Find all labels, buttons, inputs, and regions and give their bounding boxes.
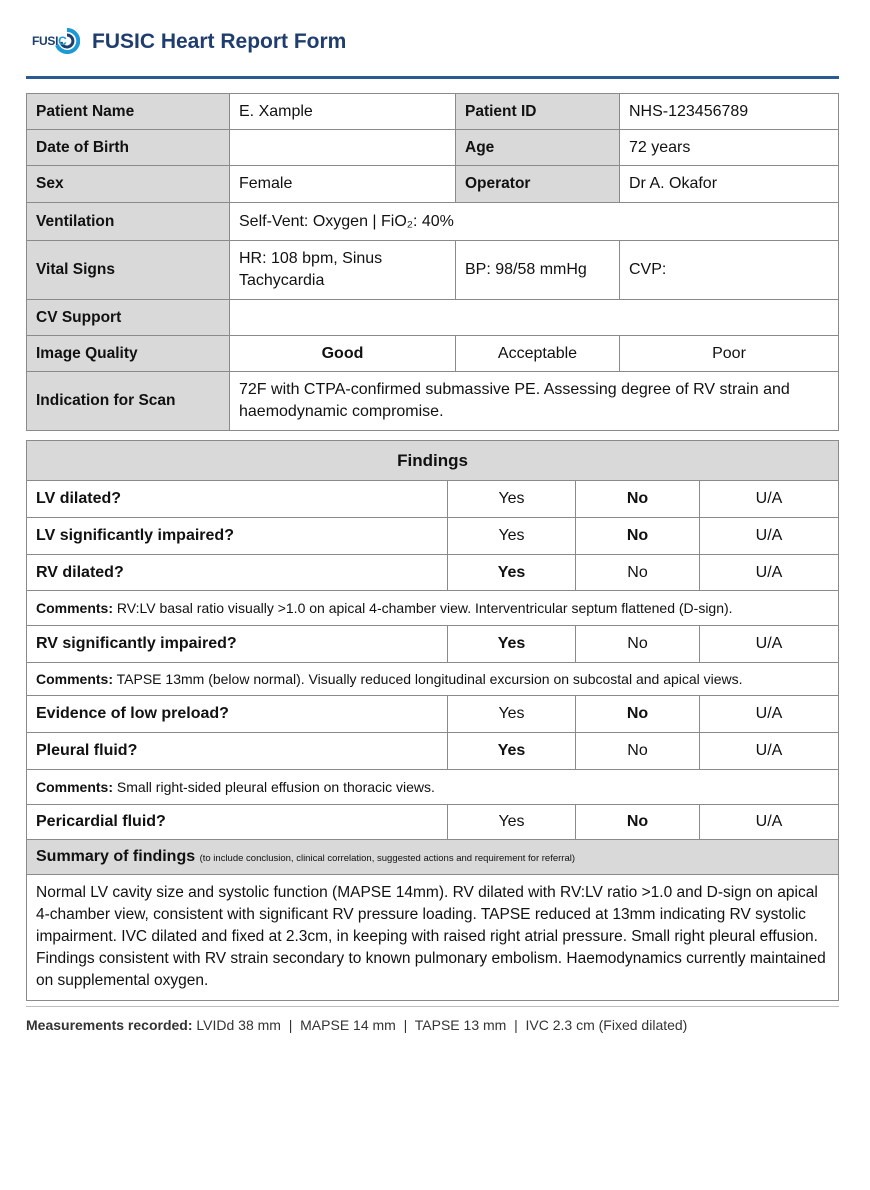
- logo-text-c: C: [58, 34, 67, 48]
- report-header: [28, 22, 838, 62]
- answer-no-option[interactable]: No: [576, 733, 700, 770]
- answer-yes-option[interactable]: Yes: [448, 805, 576, 840]
- answer-ua-option[interactable]: U/A: [700, 696, 839, 733]
- blood-pressure-field[interactable]: BP: 98/58 mmHg: [456, 241, 620, 300]
- measurements-label: Measurements recorded:: [26, 1017, 193, 1033]
- image-quality-label: Image Quality: [27, 336, 230, 372]
- finding-row: [27, 555, 839, 591]
- answer-ua-option[interactable]: U/A: [700, 555, 839, 591]
- patient-id-label: Patient ID: [456, 94, 620, 130]
- answer-yes-option[interactable]: Yes: [448, 555, 576, 591]
- finding-row: [27, 805, 839, 840]
- cv-support-field[interactable]: [230, 300, 839, 336]
- measurements-recorded: [26, 1017, 687, 1033]
- operator-label: Operator: [456, 166, 620, 203]
- answer-ua-option[interactable]: U/A: [700, 733, 839, 770]
- summary-header: [27, 840, 839, 875]
- finding-question: Pleural fluid?: [27, 733, 448, 770]
- patient-details-table: [26, 93, 839, 431]
- answer-ua-option[interactable]: U/A: [700, 805, 839, 840]
- comments-label: Comments:: [36, 600, 114, 616]
- dob-label: Date of Birth: [27, 130, 230, 166]
- sex-field[interactable]: Female: [230, 166, 456, 203]
- image-quality-poor-option[interactable]: Poor: [620, 336, 839, 372]
- answer-yes-option[interactable]: Yes: [448, 696, 576, 733]
- answer-ua-option[interactable]: U/A: [700, 518, 839, 555]
- page-title: FUSIC Heart Report Form: [92, 30, 347, 53]
- finding-row: [27, 733, 839, 770]
- sex-label: Sex: [27, 166, 230, 203]
- comment-text: Small right-sided pleural effusion on thoracic views.: [116, 779, 435, 795]
- cv-support-label: CV Support: [27, 300, 230, 336]
- answer-yes-option[interactable]: Yes: [448, 626, 576, 663]
- ventilation-label: Ventilation: [27, 203, 230, 241]
- operator-field[interactable]: Dr A. Okafor: [620, 166, 839, 203]
- comments-label: Comments:: [36, 779, 114, 795]
- comment-row[interactable]: [27, 770, 839, 805]
- finding-question: RV dilated?: [27, 555, 448, 591]
- answer-no-option[interactable]: No: [576, 626, 700, 663]
- indication-label: Indication for Scan: [27, 372, 230, 431]
- finding-row: [27, 481, 839, 518]
- comment-row[interactable]: [27, 591, 839, 626]
- age-label: Age: [456, 130, 620, 166]
- vital-signs-label: Vital Signs: [27, 241, 230, 300]
- finding-row: [27, 626, 839, 663]
- patient-name-label: Patient Name: [27, 94, 230, 130]
- summary-title: Summary of findings: [36, 848, 196, 865]
- indication-field[interactable]: 72F with CTPA-confirmed submassive PE. Assessing degree of RV strain and haemodynamic compromise.: [230, 372, 839, 431]
- answer-yes-option[interactable]: Yes: [448, 733, 576, 770]
- findings-title: Findings: [27, 441, 839, 481]
- footer-rule: [26, 1006, 839, 1007]
- answer-no-option[interactable]: No: [576, 481, 700, 518]
- cvp-field[interactable]: CVP:: [620, 241, 839, 300]
- finding-question: RV significantly impaired?: [27, 626, 448, 663]
- finding-question: LV dilated?: [27, 481, 448, 518]
- answer-no-option[interactable]: No: [576, 518, 700, 555]
- header-rule: [26, 76, 839, 79]
- ventilation-field[interactable]: Self-Vent: Oxygen | FiO₂: 40%: [230, 203, 839, 241]
- finding-row: [27, 696, 839, 733]
- image-quality-acceptable-option[interactable]: Acceptable: [456, 336, 620, 372]
- measurements-value: LVIDd 38 mm | MAPSE 14 mm | TAPSE 13 mm | IVC 2.3 cm (Fixed dilated): [192, 1017, 688, 1033]
- dob-field[interactable]: [230, 130, 456, 166]
- answer-no-option[interactable]: No: [576, 805, 700, 840]
- summary-text-field[interactable]: Normal LV cavity size and systolic function (MAPSE 14mm). RV dilated with RV:LV ratio >1.0 and D-sign on apical 4-chamber view, consistent with significant RV pressure loading. TAPSE reduced at 13mm indicating RV systolic impairment. IVC dilated and fixed at 2.3cm, in keeping with raised right atrial pressure. Small right pleural effusion. Findings consistent with RV strain secondary to known pulmonary embolism. Haemodynamics currently maintained on supplemental oxygen.: [27, 875, 839, 1001]
- fusic-logo: [32, 28, 86, 60]
- heart-rate-field[interactable]: HR: 108 bpm, Sinus Tachycardia: [230, 241, 456, 300]
- finding-question: Pericardial fluid?: [27, 805, 448, 840]
- summary-subtitle: (to include conclusion, clinical correlation, suggested actions and requirement for referral): [199, 853, 576, 864]
- patient-id-field[interactable]: NHS-123456789: [620, 94, 839, 130]
- patient-name-field[interactable]: E. Xample: [230, 94, 456, 130]
- findings-table: [26, 440, 839, 1001]
- answer-ua-option[interactable]: U/A: [700, 626, 839, 663]
- age-field[interactable]: 72 years: [620, 130, 839, 166]
- comment-text: TAPSE 13mm (below normal). Visually reduced longitudinal excursion on subcostal and apical views.: [116, 671, 743, 687]
- image-quality-good-option[interactable]: Good: [230, 336, 456, 372]
- finding-question: LV significantly impaired?: [27, 518, 448, 555]
- comments-label: Comments:: [36, 671, 114, 687]
- comment-text: RV:LV basal ratio visually >1.0 on apical 4-chamber view. Interventricular septum flattened (D-sign).: [116, 600, 733, 616]
- answer-yes-option[interactable]: Yes: [448, 481, 576, 518]
- answer-yes-option[interactable]: Yes: [448, 518, 576, 555]
- answer-no-option[interactable]: No: [576, 696, 700, 733]
- finding-row: [27, 518, 839, 555]
- comment-row[interactable]: [27, 663, 839, 696]
- answer-ua-option[interactable]: U/A: [700, 481, 839, 518]
- answer-no-option[interactable]: No: [576, 555, 700, 591]
- logo-text: FUSI: [32, 34, 59, 48]
- finding-question: Evidence of low preload?: [27, 696, 448, 733]
